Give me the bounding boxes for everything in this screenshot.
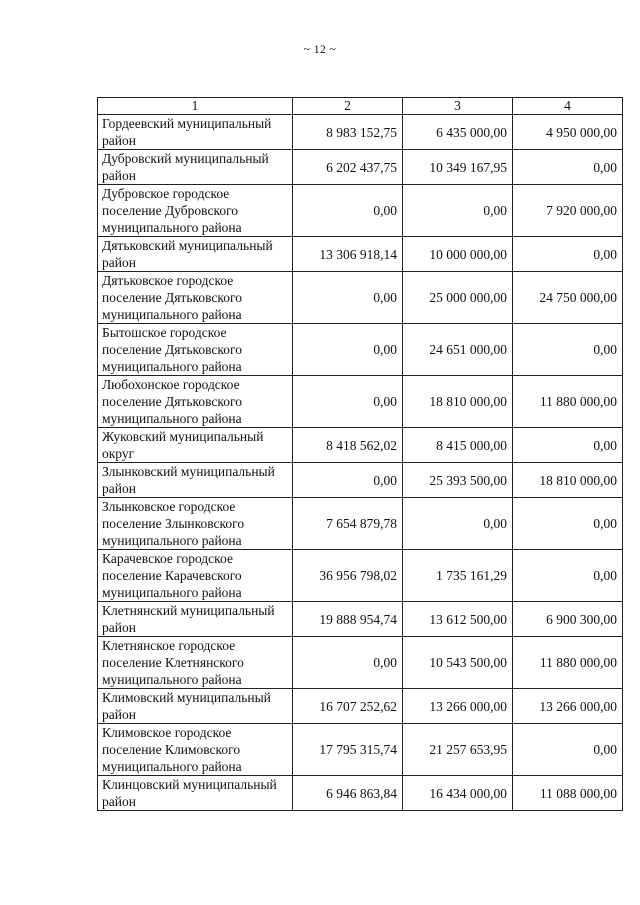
column-3-value-cell: 13 266 000,00	[403, 689, 513, 724]
column-4-value-cell: 11 088 000,00	[513, 776, 623, 811]
column-2-value-cell: 0,00	[293, 324, 403, 376]
column-3-value-cell: 10 000 000,00	[403, 237, 513, 272]
column-4-value-cell: 0,00	[513, 324, 623, 376]
column-4-value-cell: 0,00	[513, 724, 623, 776]
column-4-value-cell: 18 810 000,00	[513, 463, 623, 498]
column-4-value-cell: 0,00	[513, 428, 623, 463]
column-3-value-cell: 24 651 000,00	[403, 324, 513, 376]
column-2-value-cell: 19 888 954,74	[293, 602, 403, 637]
table-row	[98, 185, 623, 237]
column-4-value-cell: 0,00	[513, 237, 623, 272]
column-2-value-cell: 8 418 562,02	[293, 428, 403, 463]
municipality-name-cell: Клинцовский муниципальный район	[98, 776, 293, 811]
column-4-value-cell: 24 750 000,00	[513, 272, 623, 324]
municipality-name-cell: Бытошское городское поселение Дятьковского муниципального района	[98, 324, 293, 376]
municipality-name-cell: Карачевское городское поселение Карачевского муниципального района	[98, 550, 293, 602]
table-row	[98, 376, 623, 428]
municipality-name-cell: Гордеевский муниципальный район	[98, 115, 293, 150]
table-row	[98, 724, 623, 776]
column-4-value-cell: 4 950 000,00	[513, 115, 623, 150]
column-4-value-cell: 11 880 000,00	[513, 376, 623, 428]
column-3-value-cell: 18 810 000,00	[403, 376, 513, 428]
column-header-4: 4	[513, 98, 623, 115]
column-3-value-cell: 1 735 161,29	[403, 550, 513, 602]
municipality-name-cell: Климовское городское поселение Климовского муниципального района	[98, 724, 293, 776]
column-3-value-cell: 6 435 000,00	[403, 115, 513, 150]
column-4-value-cell: 11 880 000,00	[513, 637, 623, 689]
table-row	[98, 637, 623, 689]
column-4-value-cell: 6 900 300,00	[513, 602, 623, 637]
column-2-value-cell: 16 707 252,62	[293, 689, 403, 724]
table-row	[98, 550, 623, 602]
table-row	[98, 776, 623, 811]
column-header-3: 3	[403, 98, 513, 115]
column-2-value-cell: 8 983 152,75	[293, 115, 403, 150]
table-row	[98, 272, 623, 324]
municipality-name-cell: Клетнянское городское поселение Клетнянского муниципального района	[98, 637, 293, 689]
column-2-value-cell: 0,00	[293, 463, 403, 498]
column-3-value-cell: 13 612 500,00	[403, 602, 513, 637]
column-4-value-cell: 7 920 000,00	[513, 185, 623, 237]
column-2-value-cell: 6 946 863,84	[293, 776, 403, 811]
municipality-name-cell: Дятьковское городское поселение Дятьковского муниципального района	[98, 272, 293, 324]
table-row	[98, 602, 623, 637]
municipality-name-cell: Злынковский муниципальный район	[98, 463, 293, 498]
municipality-name-cell: Климовский муниципальный район	[98, 689, 293, 724]
column-2-value-cell: 36 956 798,02	[293, 550, 403, 602]
column-header-1: 1	[98, 98, 293, 115]
municipality-name-cell: Дубровский муниципальный район	[98, 150, 293, 185]
column-header-2: 2	[293, 98, 403, 115]
column-3-value-cell: 16 434 000,00	[403, 776, 513, 811]
column-3-value-cell: 0,00	[403, 185, 513, 237]
page-number: ~ 12 ~	[303, 44, 337, 56]
municipality-name-cell: Дубровское городское поселение Дубровского муниципального района	[98, 185, 293, 237]
column-3-value-cell: 10 543 500,00	[403, 637, 513, 689]
table-header-row	[98, 98, 623, 115]
table-row	[98, 324, 623, 376]
column-3-value-cell: 25 393 500,00	[403, 463, 513, 498]
column-4-value-cell: 0,00	[513, 550, 623, 602]
table-row	[98, 428, 623, 463]
column-3-value-cell: 25 000 000,00	[403, 272, 513, 324]
column-2-value-cell: 0,00	[293, 637, 403, 689]
municipality-name-cell: Любохонское городское поселение Дятьковского муниципального района	[98, 376, 293, 428]
column-2-value-cell: 17 795 315,74	[293, 724, 403, 776]
column-3-value-cell: 8 415 000,00	[403, 428, 513, 463]
column-4-value-cell: 0,00	[513, 150, 623, 185]
column-3-value-cell: 0,00	[403, 498, 513, 550]
municipality-name-cell: Жуковский муниципальный округ	[98, 428, 293, 463]
column-2-value-cell: 0,00	[293, 272, 403, 324]
municipality-name-cell: Злынковское городское поселение Злынковского муниципального района	[98, 498, 293, 550]
column-2-value-cell: 0,00	[293, 376, 403, 428]
column-2-value-cell: 13 306 918,14	[293, 237, 403, 272]
table-row	[98, 237, 623, 272]
table-row	[98, 463, 623, 498]
column-4-value-cell: 13 266 000,00	[513, 689, 623, 724]
column-2-value-cell: 7 654 879,78	[293, 498, 403, 550]
column-2-value-cell: 6 202 437,75	[293, 150, 403, 185]
column-3-value-cell: 21 257 653,95	[403, 724, 513, 776]
table-row	[98, 498, 623, 550]
table-body	[98, 115, 623, 811]
table-row	[98, 689, 623, 724]
column-4-value-cell: 0,00	[513, 498, 623, 550]
municipality-name-cell: Дятьковский муниципальный район	[98, 237, 293, 272]
table-row	[98, 150, 623, 185]
budget-table	[97, 97, 623, 811]
table-row	[98, 115, 623, 150]
column-2-value-cell: 0,00	[293, 185, 403, 237]
municipality-name-cell: Клетнянский муниципальный район	[98, 602, 293, 637]
column-3-value-cell: 10 349 167,95	[403, 150, 513, 185]
